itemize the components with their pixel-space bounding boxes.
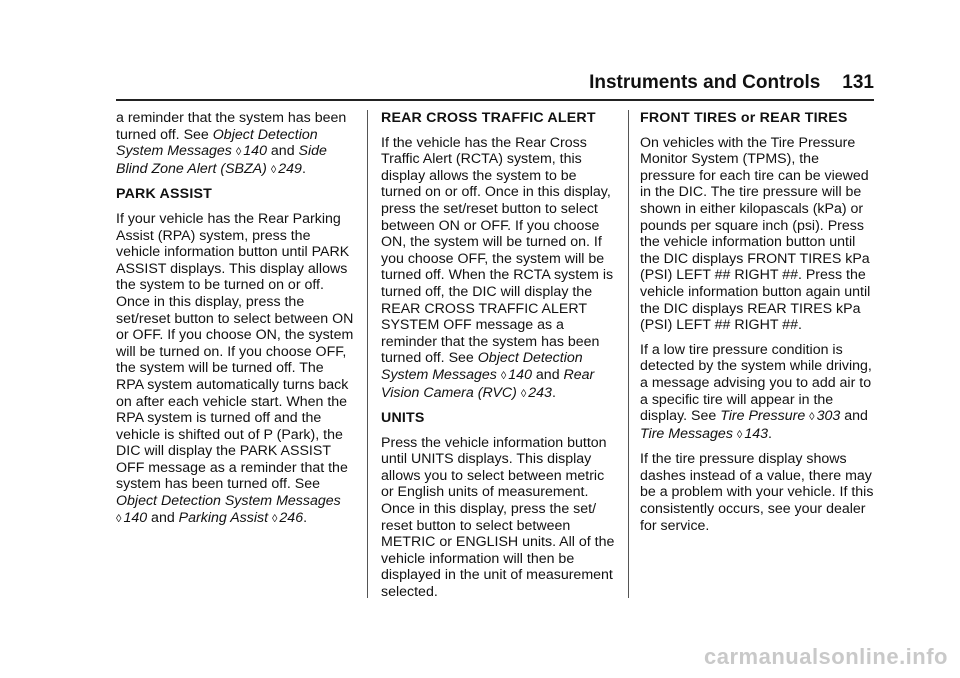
section-title: Instruments and Controls: [589, 72, 821, 93]
column-right: [640, 110, 878, 542]
cross-reference-link[interactable]: Object Detection System Messages: [116, 126, 318, 160]
page-reference[interactable]: 249: [278, 160, 302, 177]
page-number: 131: [842, 72, 874, 93]
page-reference[interactable]: 140: [508, 366, 532, 383]
section-heading: FRONT TIRES or REAR TIRES: [640, 110, 848, 126]
page-ref-icon: ◊: [500, 369, 507, 382]
paragraph: If the vehicle has the Rear Cross Traffic Alert (RCTA) system, this display allows the system to be turned on or off. Once in this display, press the set/reset button to select between ON or OFF. If you choose ON, the system will be turned on. If you choose OFF, the system will be turned off. When the RCTA system is turned off, the DIC will display the REAR CROSS TRAFFIC ALERT SYSTEM OFF message as a reminder that the system has been turned off. See Object Detection System Messages ◊ 140 and Rear Vision Camera (RVC) ◊ 243.: [381, 134, 614, 401]
section-heading: PARK ASSIST: [116, 186, 213, 203]
header-rule: [116, 99, 874, 101]
page-reference[interactable]: 143: [744, 425, 768, 442]
page-ref-icon: ◊: [809, 411, 815, 424]
paragraph: If a low tire pressure condition is detected by the system while driving, a message advising you to add air to a specific tire will appear in the display. See Tire Pressure ◊ 303 and Tire Messages ◊ 143.: [640, 341, 872, 442]
page-reference[interactable]: 243: [528, 384, 552, 401]
cross-reference-link[interactable]: Rear Vision Camera (RVC): [381, 366, 595, 401]
cross-reference-link[interactable]: Tire Pressure: [720, 408, 806, 425]
column-divider: [367, 110, 368, 598]
page-ref-icon: ◊: [235, 146, 242, 159]
page-reference[interactable]: 303: [816, 408, 841, 425]
cross-reference-link[interactable]: Object Detection System Messages: [381, 350, 583, 383]
cross-reference-link[interactable]: Side Blind Zone Alert (SBZA): [116, 143, 327, 177]
page-ref-icon: ◊: [520, 387, 527, 400]
watermark: carmanualsonline.info: [704, 644, 948, 669]
paragraph: Press the vehicle information button until UNITS displays. This display allows you to select between metric or English units of measurement. Once in this display, press the set/ reset button to select between METRIC or ENGLISH units. All of the vehicle information will then be displayed in the unit of measurement selected.: [381, 434, 615, 601]
page-reference[interactable]: 140: [123, 509, 148, 526]
page-header: [116, 72, 874, 98]
column-left: [116, 110, 354, 535]
page-ref-icon: ◊: [736, 428, 743, 441]
section-heading: UNITS: [381, 410, 425, 427]
page-ref-icon: ◊: [271, 512, 278, 525]
cross-reference-link[interactable]: Object Detection System Messages: [116, 493, 341, 510]
section-heading: REAR CROSS TRAFFIC ALERT: [381, 110, 596, 126]
paragraph: On vehicles with the Tire Pressure Monitor System (TPMS), the pressure for each tire can be viewed in the DIC. The tire pressure will be shown in either kilopascals (kPa) or pounds per square inch (psi). Press the vehicle information button until the DIC displays FRONT TIRES kPa (PSI) LEFT ## RIGHT ##. Press the vehicle information button again until the DIC displays REAR TIRES kPa (PSI) LEFT ## RIGHT ##.: [640, 134, 871, 334]
cross-reference-link[interactable]: Tire Messages: [640, 425, 733, 442]
column-divider: [628, 110, 629, 598]
column-middle: [381, 110, 619, 609]
page-ref-icon: ◊: [270, 163, 277, 176]
cross-reference-link[interactable]: Parking Assist: [178, 509, 269, 526]
page-reference[interactable]: 140: [243, 143, 267, 160]
paragraph: a reminder that the system has been turned off. See Object Detection System Messages ◊ 140 and Side Blind Zone Alert (SBZA) ◊ 249.: [116, 110, 347, 177]
page-reference[interactable]: 246: [279, 509, 304, 526]
paragraph: If your vehicle has the Rear Parking Assist (RPA) system, press the vehicle information button until PARK ASSIST displays. This display allows the system to be turned on or off. Once in this display, press the set/reset button to select between ON or OFF. If you choose ON, the system will be turned on. If you choose OFF, the system will be turned off. The RPA system automatically turns back on after each vehicle start. When the RPA system is turned off and the vehicle is shifted out of P (Park), the DIC will display the PARK ASSIST OFF message as a reminder that the system has been turned off. See Object Detection System Messages ◊ 140 and Parking Assist ◊ 246.: [116, 210, 354, 526]
paragraph: If the tire pressure display shows dashes instead of a value, there may be a problem with your vehicle. If this consistently occurs, see your dealer for service.: [640, 451, 874, 534]
page-ref-icon: ◊: [116, 512, 122, 525]
